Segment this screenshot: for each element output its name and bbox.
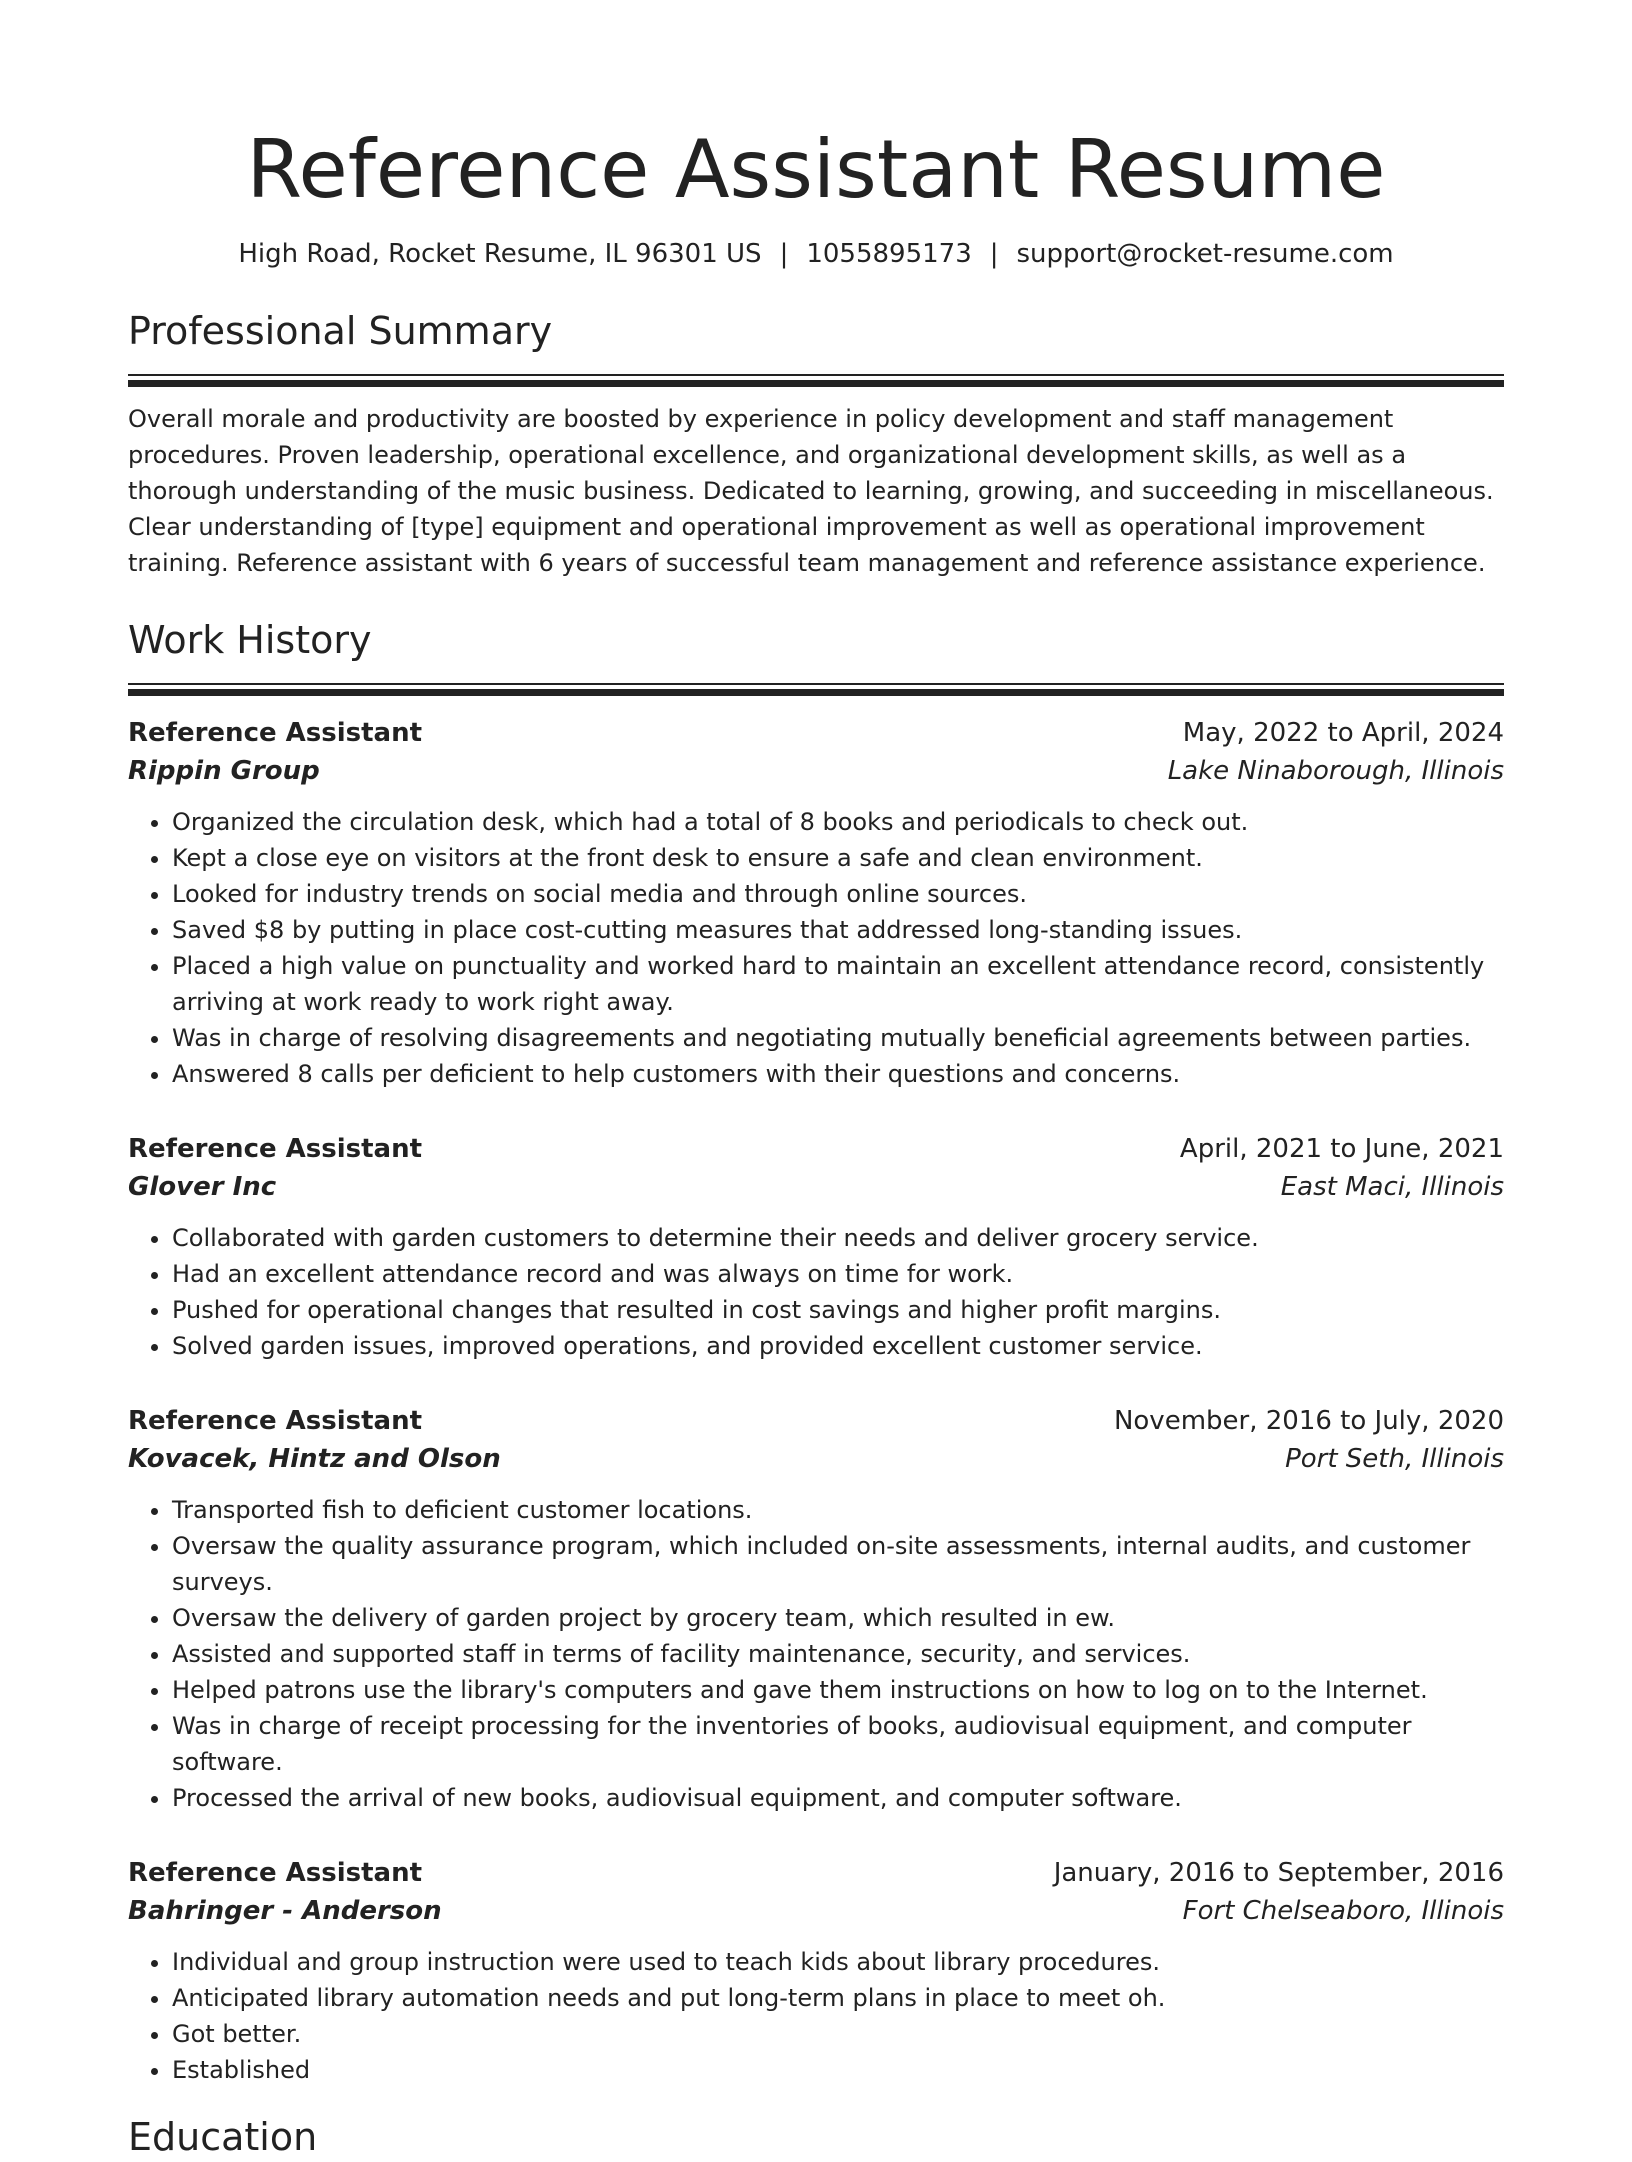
resume-title: Reference Assistant Resume (246, 123, 1386, 216)
job-bullet: • Helped patrons use the library's computers and gave them instructions on how to log on to the Internet. (172, 1672, 1504, 1708)
job-location: Lake Ninaborough, Illinois (1167, 756, 1504, 786)
job-bullet: • Established (172, 2052, 1504, 2088)
job-location: East Maci, Illinois (1280, 1172, 1504, 1202)
job-entry (128, 714, 1504, 1092)
job-bullet: • Individual and group instruction were used to teach kids about library procedures. (172, 1944, 1504, 1980)
job-company-row (128, 1440, 1504, 1478)
job-bullet: • Looked for industry trends on social media and through online sources. (172, 876, 1504, 912)
job-bullet: • Oversaw the delivery of garden project by grocery team, which resulted in ew. (172, 1600, 1504, 1636)
job-bullet-list (128, 1944, 1504, 2088)
job-bullet: • Assisted and supported staff in terms of facility maintenance, security, and services. (172, 1636, 1504, 1672)
job-entry (128, 1854, 1504, 2088)
job-bullet: • Was in charge of receipt processing for the inventories of books, audiovisual equipment, and computer software. (172, 1708, 1504, 1780)
education-heading: Education (128, 2115, 318, 2159)
job-header-row (128, 714, 1504, 752)
job-company-row (128, 1892, 1504, 1930)
job-dates: May, 2022 to April, 2024 (1182, 718, 1504, 748)
job-header-row (128, 1130, 1504, 1168)
job-title: Reference Assistant (128, 1858, 423, 1888)
job-title: Reference Assistant (128, 1406, 423, 1436)
contact-line (128, 236, 1504, 272)
job-dates: January, 2016 to September, 2016 (1053, 1858, 1504, 1888)
job-header-row (128, 1854, 1504, 1892)
job-bullet: • Organized the circulation desk, which had a total of 8 books and periodicals to check out. (172, 804, 1504, 840)
job-bullet: • Saved $8 by putting in place cost-cutting measures that addressed long-standing issues. (172, 912, 1504, 948)
job-location: Fort Chelseaboro, Illinois (1182, 1896, 1504, 1926)
job-company: Kovacek, Hintz and Olson (128, 1444, 501, 1474)
job-bullet: • Got better. (172, 2016, 1504, 2052)
job-bullet: • Transported fish to deficient customer locations. (172, 1492, 1504, 1528)
job-bullet-list (128, 804, 1504, 1092)
job-bullet: • Solved garden issues, improved operations, and provided excellent customer service. (172, 1328, 1504, 1364)
contact-separator: | (989, 239, 999, 269)
contact-address: High Road, Rocket Resume, IL 96301 US (238, 239, 762, 269)
job-entry (128, 1130, 1504, 1364)
job-bullet-list (128, 1492, 1504, 1816)
job-bullet: • Processed the arrival of new books, audiovisual equipment, and computer software. (172, 1780, 1504, 1816)
summary-text: Overall morale and productivity are boosted by experience in policy development and staff management procedures. Proven leadership, operational excellence, and organizational development skills, as well as a thorough understanding of the music business. Dedicated to learning, growing, and succeeding in miscellaneous. Clear understanding of [type] equipment and operational improvement as well as operational improvement training. Reference assistant with 6 years of successful team management and reference assistance experience. (128, 405, 1494, 577)
job-title: Reference Assistant (128, 718, 423, 748)
job-dates: November, 2016 to July, 2020 (1113, 1406, 1504, 1436)
summary-heading: Professional Summary (128, 309, 553, 353)
job-location: Port Seth, Illinois (1285, 1444, 1504, 1474)
contact-separator: | (779, 239, 789, 269)
job-bullet: • Collaborated with garden customers to determine their needs and deliver grocery service. (172, 1220, 1504, 1256)
contact-phone: 1055895173 (806, 239, 972, 269)
section-divider (128, 374, 1504, 387)
job-entry (128, 1402, 1504, 1816)
job-company: Bahringer - Anderson (128, 1896, 442, 1926)
job-bullet: • Anticipated library automation needs and put long-term plans in place to meet oh. (172, 1980, 1504, 2016)
job-bullet: • Placed a high value on punctuality and worked hard to maintain an excellent attendance record, consistently arriving at work ready to work right away. (172, 948, 1504, 1020)
job-company: Rippin Group (128, 756, 320, 786)
job-bullet: • Pushed for operational changes that resulted in cost savings and higher profit margins. (172, 1292, 1504, 1328)
job-bullet: • Oversaw the quality assurance program, which included on-site assessments, internal audits, and customer surveys. (172, 1528, 1504, 1600)
job-company-row (128, 1168, 1504, 1206)
job-bullet: • Answered 8 calls per deficient to help customers with their questions and concerns. (172, 1056, 1504, 1092)
contact-email[interactable]: support@rocket-resume.com (1016, 239, 1394, 269)
job-header-row (128, 1402, 1504, 1440)
job-bullet: • Had an excellent attendance record and was always on time for work. (172, 1256, 1504, 1292)
work-history-heading: Work History (128, 618, 372, 662)
job-dates: April, 2021 to June, 2021 (1179, 1134, 1504, 1164)
section-divider (128, 683, 1504, 696)
job-bullet-list (128, 1220, 1504, 1364)
resume-page (128, 0, 1504, 2162)
job-company-row (128, 752, 1504, 790)
job-title: Reference Assistant (128, 1134, 423, 1164)
job-company: Glover Inc (128, 1172, 277, 1202)
job-bullet: • Was in charge of resolving disagreements and negotiating mutually beneficial agreements between parties. (172, 1020, 1504, 1056)
job-bullet: • Kept a close eye on visitors at the front desk to ensure a safe and clean environment. (172, 840, 1504, 876)
